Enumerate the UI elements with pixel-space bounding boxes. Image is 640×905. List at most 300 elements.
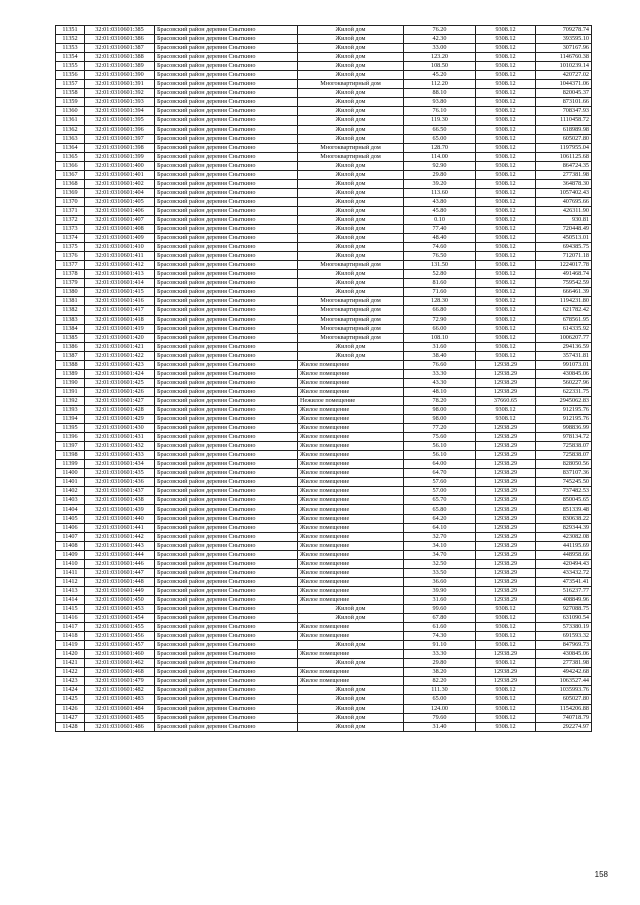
cadastral-number-cell: 32:01:0310601:485 [85, 713, 155, 722]
value-cell: 560227.96 [536, 378, 592, 387]
table-row [56, 433, 592, 442]
row-number-cell: 11357 [56, 80, 85, 89]
rate-cell: 12938.29 [476, 451, 536, 460]
cadastral-number-cell: 32:01:0310601:394 [85, 107, 155, 116]
area-cell: 67.80 [404, 614, 476, 623]
address-cell: Брасовский район деревня Сныткино [155, 559, 298, 568]
table-row [56, 152, 592, 161]
row-number-cell: 11366 [56, 161, 85, 170]
row-number-cell: 11393 [56, 405, 85, 414]
address-cell: Брасовский район деревня Сныткино [155, 206, 298, 215]
row-number-cell: 11387 [56, 351, 85, 360]
cadastral-number-cell: 32:01:0310601:411 [85, 252, 155, 261]
object-type-cell: Жилое помещение [298, 487, 404, 496]
cadastral-number-cell: 32:01:0310601:387 [85, 44, 155, 53]
area-cell: 33.00 [404, 44, 476, 53]
row-number-cell: 11354 [56, 53, 85, 62]
object-type-cell: Жилое помещение [298, 550, 404, 559]
row-number-cell: 11365 [56, 152, 85, 161]
value-cell: 420727.02 [536, 71, 592, 80]
area-cell: 98.00 [404, 405, 476, 414]
rate-cell: 9308.12 [476, 206, 536, 215]
cadastral-number-cell: 32:01:0310601:460 [85, 650, 155, 659]
object-type-cell: Жилой дом [298, 279, 404, 288]
table-row [56, 243, 592, 252]
value-cell: 712071.18 [536, 252, 592, 261]
rate-cell: 12938.29 [476, 469, 536, 478]
area-cell: 99.60 [404, 605, 476, 614]
cadastral-number-cell: 32:01:0310601:418 [85, 315, 155, 324]
cadastral-number-cell: 32:01:0310601:428 [85, 405, 155, 414]
address-cell: Брасовский район деревня Сныткино [155, 496, 298, 505]
rate-cell: 12938.29 [476, 360, 536, 369]
row-number-cell: 11420 [56, 650, 85, 659]
rate-cell: 12938.29 [476, 523, 536, 532]
object-type-cell: Жилой дом [298, 722, 404, 731]
value-cell: 473541.41 [536, 577, 592, 586]
cadastral-number-cell: 32:01:0310601:420 [85, 333, 155, 342]
object-type-cell: Жилой дом [298, 704, 404, 713]
rate-cell: 9308.12 [476, 170, 536, 179]
row-number-cell: 11372 [56, 215, 85, 224]
value-cell: 516237.77 [536, 586, 592, 595]
address-cell: Брасовский район деревня Сныткино [155, 469, 298, 478]
rate-cell: 9308.12 [476, 713, 536, 722]
cadastral-number-cell: 32:01:0310601:453 [85, 605, 155, 614]
address-cell: Брасовский район деревня Сныткино [155, 387, 298, 396]
row-number-cell: 11410 [56, 559, 85, 568]
row-number-cell: 11390 [56, 378, 85, 387]
area-cell: 32.70 [404, 532, 476, 541]
rate-cell: 9308.12 [476, 179, 536, 188]
rate-cell: 9308.12 [476, 234, 536, 243]
row-number-cell: 11397 [56, 442, 85, 451]
rate-cell: 12938.29 [476, 442, 536, 451]
value-cell: 357431.81 [536, 351, 592, 360]
address-cell: Брасовский район деревня Сныткино [155, 614, 298, 623]
table-row [56, 197, 592, 206]
area-cell: 43.30 [404, 378, 476, 387]
row-number-cell: 11426 [56, 704, 85, 713]
area-cell: 111.30 [404, 686, 476, 695]
rate-cell: 9308.12 [476, 143, 536, 152]
address-cell: Брасовский район деревня Сныткино [155, 405, 298, 414]
cadastral-number-cell: 32:01:0310601:406 [85, 206, 155, 215]
object-type-cell: Жилое помещение [298, 677, 404, 686]
address-cell: Брасовский район деревня Сныткино [155, 586, 298, 595]
object-type-cell: Жилой дом [298, 116, 404, 125]
row-number-cell: 11398 [56, 451, 85, 460]
rate-cell: 9308.12 [476, 270, 536, 279]
object-type-cell: Жилой дом [298, 206, 404, 215]
value-cell: 433432.72 [536, 568, 592, 577]
address-cell: Брасовский район деревня Сныткино [155, 26, 298, 35]
area-cell: 88.10 [404, 89, 476, 98]
area-cell: 31.60 [404, 595, 476, 604]
table-row [56, 333, 592, 342]
cadastral-number-cell: 32:01:0310601:448 [85, 577, 155, 586]
address-cell: Брасовский район деревня Сныткино [155, 532, 298, 541]
value-cell: 725838.07 [536, 442, 592, 451]
cadastral-number-cell: 32:01:0310601:413 [85, 270, 155, 279]
cadastral-number-cell: 32:01:0310601:416 [85, 297, 155, 306]
rate-cell: 9308.12 [476, 632, 536, 641]
cadastral-number-cell: 32:01:0310601:444 [85, 550, 155, 559]
object-type-cell: Многоквартирный дом [298, 297, 404, 306]
row-number-cell: 11384 [56, 324, 85, 333]
value-cell: 1063527.44 [536, 677, 592, 686]
cadastral-number-cell: 32:01:0310601:389 [85, 62, 155, 71]
table-row [56, 722, 592, 731]
value-cell: 277381.98 [536, 659, 592, 668]
object-type-cell: Многоквартирный дом [298, 333, 404, 342]
rate-cell: 9308.12 [476, 134, 536, 143]
rate-cell: 9308.12 [476, 161, 536, 170]
rate-cell: 9308.12 [476, 605, 536, 614]
row-number-cell: 11407 [56, 532, 85, 541]
address-cell: Брасовский район деревня Сныткино [155, 659, 298, 668]
address-cell: Брасовский район деревня Сныткино [155, 270, 298, 279]
row-number-cell: 11417 [56, 623, 85, 632]
cadastral-number-cell: 32:01:0310601:468 [85, 668, 155, 677]
row-number-cell: 11414 [56, 595, 85, 604]
area-cell: 29.80 [404, 170, 476, 179]
object-type-cell: Жилое помещение [298, 387, 404, 396]
rate-cell: 12938.29 [476, 496, 536, 505]
value-cell: 605027.80 [536, 134, 592, 143]
object-type-cell: Жилое помещение [298, 378, 404, 387]
row-number-cell: 11392 [56, 396, 85, 405]
cadastral-number-cell: 32:01:0310601:483 [85, 695, 155, 704]
area-cell: 39.20 [404, 179, 476, 188]
object-type-cell: Жилой дом [298, 659, 404, 668]
row-number-cell: 11404 [56, 505, 85, 514]
area-cell: 45.80 [404, 206, 476, 215]
cadastral-number-cell: 32:01:0310601:409 [85, 234, 155, 243]
row-number-cell: 11427 [56, 713, 85, 722]
cadastral-number-cell: 32:01:0310601:447 [85, 568, 155, 577]
address-cell: Брасовский район деревня Сныткино [155, 369, 298, 378]
address-cell: Брасовский район деревня Сныткино [155, 98, 298, 107]
row-number-cell: 11352 [56, 35, 85, 44]
value-cell: 864724.35 [536, 161, 592, 170]
value-cell: 450513.01 [536, 234, 592, 243]
object-type-cell: Жилое помещение [298, 568, 404, 577]
table-row [56, 451, 592, 460]
object-type-cell: Жилой дом [298, 35, 404, 44]
row-number-cell: 11391 [56, 387, 85, 396]
value-cell: 1010239.14 [536, 62, 592, 71]
row-number-cell: 11386 [56, 342, 85, 351]
rate-cell: 9308.12 [476, 614, 536, 623]
cadastral-number-cell: 32:01:0310601:405 [85, 197, 155, 206]
table-row [56, 71, 592, 80]
rate-cell: 12938.29 [476, 514, 536, 523]
row-number-cell: 11422 [56, 668, 85, 677]
address-cell: Брасовский район деревня Сныткино [155, 351, 298, 360]
rate-cell: 9308.12 [476, 288, 536, 297]
address-cell: Брасовский район деревня Сныткино [155, 116, 298, 125]
row-number-cell: 11367 [56, 170, 85, 179]
area-cell: 64.00 [404, 460, 476, 469]
rate-cell: 12938.29 [476, 568, 536, 577]
area-cell: 65.70 [404, 496, 476, 505]
address-cell: Брасовский район деревня Сныткино [155, 306, 298, 315]
table-row [56, 378, 592, 387]
address-cell: Брасовский район деревня Сныткино [155, 261, 298, 270]
rate-cell: 9308.12 [476, 333, 536, 342]
area-cell: 74.30 [404, 632, 476, 641]
cadastral-number-cell: 32:01:0310601:430 [85, 424, 155, 433]
cadastral-number-cell: 32:01:0310601:398 [85, 143, 155, 152]
address-cell: Брасовский район деревня Сныткино [155, 188, 298, 197]
cadastral-number-cell: 32:01:0310601:395 [85, 116, 155, 125]
table-body [56, 26, 592, 732]
table-row [56, 116, 592, 125]
area-cell: 42.30 [404, 35, 476, 44]
value-cell: 708347.93 [536, 107, 592, 116]
area-cell: 0.10 [404, 215, 476, 224]
cadastral-number-cell: 32:01:0310601:419 [85, 324, 155, 333]
table-row [56, 387, 592, 396]
cadastral-number-cell: 32:01:0310601:457 [85, 641, 155, 650]
address-cell: Брасовский район деревня Сныткино [155, 125, 298, 134]
address-cell: Брасовский район деревня Сныткино [155, 170, 298, 179]
table-row [56, 668, 592, 677]
row-number-cell: 11363 [56, 134, 85, 143]
object-type-cell: Жилой дом [298, 53, 404, 62]
row-number-cell: 11371 [56, 206, 85, 215]
table-row [56, 487, 592, 496]
object-type-cell: Нежилое помещение [298, 396, 404, 405]
table-row [56, 206, 592, 215]
value-cell: 678561.95 [536, 315, 592, 324]
object-type-cell: Жилой дом [298, 26, 404, 35]
cadastral-number-cell: 32:01:0310601:404 [85, 188, 155, 197]
row-number-cell: 11416 [56, 614, 85, 623]
object-type-cell: Жилое помещение [298, 424, 404, 433]
address-cell: Брасовский район деревня Сныткино [155, 252, 298, 261]
value-cell: 2945062.83 [536, 396, 592, 405]
table-row [56, 605, 592, 614]
value-cell: 828050.56 [536, 460, 592, 469]
area-cell: 108.10 [404, 333, 476, 342]
rate-cell: 9308.12 [476, 26, 536, 35]
area-cell: 65.00 [404, 134, 476, 143]
area-cell: 71.60 [404, 288, 476, 297]
address-cell: Брасовский район деревня Сныткино [155, 297, 298, 306]
row-number-cell: 11381 [56, 297, 85, 306]
address-cell: Брасовский район деревня Сныткино [155, 80, 298, 89]
area-cell: 38.40 [404, 351, 476, 360]
rate-cell: 12938.29 [476, 650, 536, 659]
address-cell: Брасовский район деревня Сныткино [155, 134, 298, 143]
row-number-cell: 11369 [56, 188, 85, 197]
address-cell: Брасовский район деревня Сныткино [155, 704, 298, 713]
address-cell: Брасовский район деревня Сныткино [155, 415, 298, 424]
object-type-cell: Жилой дом [298, 188, 404, 197]
value-cell: 364878.30 [536, 179, 592, 188]
area-cell: 56.10 [404, 442, 476, 451]
rate-cell: 12938.29 [476, 369, 536, 378]
row-number-cell: 11405 [56, 514, 85, 523]
address-cell: Брасовский район деревня Сныткино [155, 595, 298, 604]
rate-cell: 12938.29 [476, 387, 536, 396]
value-cell: 614335.92 [536, 324, 592, 333]
area-cell: 128.30 [404, 297, 476, 306]
address-cell: Брасовский район деревня Сныткино [155, 143, 298, 152]
value-cell: 408849.96 [536, 595, 592, 604]
row-number-cell: 11402 [56, 487, 85, 496]
area-cell: 64.20 [404, 514, 476, 523]
table-row [56, 523, 592, 532]
rate-cell: 12938.29 [476, 460, 536, 469]
cadastral-number-cell: 32:01:0310601:434 [85, 460, 155, 469]
value-cell: 621782.42 [536, 306, 592, 315]
area-cell: 128.70 [404, 143, 476, 152]
area-cell: 92.90 [404, 161, 476, 170]
object-type-cell: Жилой дом [298, 134, 404, 143]
object-type-cell: Жилой дом [298, 62, 404, 71]
rate-cell: 9308.12 [476, 279, 536, 288]
address-cell: Брасовский район деревня Сныткино [155, 433, 298, 442]
area-cell: 33.50 [404, 568, 476, 577]
table-row [56, 306, 592, 315]
row-number-cell: 11394 [56, 415, 85, 424]
row-number-cell: 11383 [56, 315, 85, 324]
area-cell: 45.20 [404, 71, 476, 80]
object-type-cell: Многоквартирный дом [298, 143, 404, 152]
object-type-cell: Жилой дом [298, 695, 404, 704]
rate-cell: 9308.12 [476, 188, 536, 197]
row-number-cell: 11395 [56, 424, 85, 433]
address-cell: Брасовский район деревня Сныткино [155, 686, 298, 695]
row-number-cell: 11412 [56, 577, 85, 586]
cadastral-number-cell: 32:01:0310601:454 [85, 614, 155, 623]
object-type-cell: Жилой дом [298, 605, 404, 614]
value-cell: 820045.37 [536, 89, 592, 98]
table-row [56, 405, 592, 414]
value-cell: 912195.76 [536, 415, 592, 424]
table-row [56, 252, 592, 261]
table-row [56, 179, 592, 188]
area-cell: 75.60 [404, 433, 476, 442]
table-row [56, 188, 592, 197]
value-cell: 426311.90 [536, 206, 592, 215]
address-cell: Брасовский район деревня Сныткино [155, 424, 298, 433]
rate-cell: 9308.12 [476, 722, 536, 731]
table-row [56, 53, 592, 62]
address-cell: Брасовский район деревня Сныткино [155, 442, 298, 451]
address-cell: Брасовский район деревня Сныткино [155, 324, 298, 333]
object-type-cell: Жилой дом [298, 342, 404, 351]
row-number-cell: 11376 [56, 252, 85, 261]
value-cell: 709278.74 [536, 26, 592, 35]
rate-cell: 9308.12 [476, 107, 536, 116]
address-cell: Брасовский район деревня Сныткино [155, 62, 298, 71]
row-number-cell: 11425 [56, 695, 85, 704]
cadastral-number-cell: 32:01:0310601:438 [85, 496, 155, 505]
value-cell: 851339.48 [536, 505, 592, 514]
object-type-cell: Жилой дом [298, 107, 404, 116]
address-cell: Брасовский район деревня Сныткино [155, 722, 298, 731]
rate-cell: 9308.12 [476, 686, 536, 695]
area-cell: 56.10 [404, 451, 476, 460]
address-cell: Брасовский район деревня Сныткино [155, 315, 298, 324]
table-row [56, 98, 592, 107]
cadastral-number-cell: 32:01:0310601:426 [85, 387, 155, 396]
value-cell: 998836.99 [536, 424, 592, 433]
address-cell: Брасовский район деревня Сныткино [155, 44, 298, 53]
address-cell: Брасовский район деревня Сныткино [155, 89, 298, 98]
table-row [56, 496, 592, 505]
cadastral-number-cell: 32:01:0310601:456 [85, 632, 155, 641]
rate-cell: 9308.12 [476, 704, 536, 713]
object-type-cell: Жилое помещение [298, 433, 404, 442]
row-number-cell: 11380 [56, 288, 85, 297]
rate-cell: 12938.29 [476, 586, 536, 595]
area-cell: 82.20 [404, 677, 476, 686]
value-cell: 759542.59 [536, 279, 592, 288]
row-number-cell: 11389 [56, 369, 85, 378]
value-cell: 1146760.38 [536, 53, 592, 62]
rate-cell: 9308.12 [476, 71, 536, 80]
table-row [56, 62, 592, 71]
object-type-cell: Жилой дом [298, 44, 404, 53]
row-number-cell: 11368 [56, 179, 85, 188]
row-number-cell: 11364 [56, 143, 85, 152]
row-number-cell: 11360 [56, 107, 85, 116]
row-number-cell: 11428 [56, 722, 85, 731]
rate-cell: 12938.29 [476, 550, 536, 559]
area-cell: 78.20 [404, 396, 476, 405]
address-cell: Брасовский район деревня Сныткино [155, 568, 298, 577]
address-cell: Брасовский район деревня Сныткино [155, 342, 298, 351]
table-row [56, 478, 592, 487]
object-type-cell: Жилой дом [298, 89, 404, 98]
table-row [56, 26, 592, 35]
cadastral-number-cell: 32:01:0310601:408 [85, 225, 155, 234]
row-number-cell: 11418 [56, 632, 85, 641]
rate-cell: 12938.29 [476, 677, 536, 686]
cadastral-number-cell: 32:01:0310601:393 [85, 98, 155, 107]
object-type-cell: Жилой дом [298, 351, 404, 360]
value-cell: 873101.66 [536, 98, 592, 107]
object-type-cell: Жилое помещение [298, 577, 404, 586]
rate-cell: 9308.12 [476, 44, 536, 53]
cadastral-number-cell: 32:01:0310601:386 [85, 35, 155, 44]
object-type-cell: Жилой дом [298, 125, 404, 134]
cadastral-number-cell: 32:01:0310601:425 [85, 378, 155, 387]
cadastral-number-cell: 32:01:0310601:402 [85, 179, 155, 188]
object-type-cell: Многоквартирный дом [298, 324, 404, 333]
value-cell: 1154206.88 [536, 704, 592, 713]
object-type-cell: Жилое помещение [298, 369, 404, 378]
address-cell: Брасовский район деревня Сныткино [155, 478, 298, 487]
address-cell: Брасовский район деревня Сныткино [155, 243, 298, 252]
address-cell: Брасовский район деревня Сныткино [155, 378, 298, 387]
area-cell: 81.60 [404, 279, 476, 288]
rate-cell: 12938.29 [476, 668, 536, 677]
object-type-cell: Жилое помещение [298, 478, 404, 487]
table-row [56, 713, 592, 722]
area-cell: 57.60 [404, 478, 476, 487]
object-type-cell: Жилое помещение [298, 360, 404, 369]
rate-cell: 9308.12 [476, 89, 536, 98]
table-row [56, 623, 592, 632]
table-row [56, 261, 592, 270]
rate-cell: 9308.12 [476, 125, 536, 134]
